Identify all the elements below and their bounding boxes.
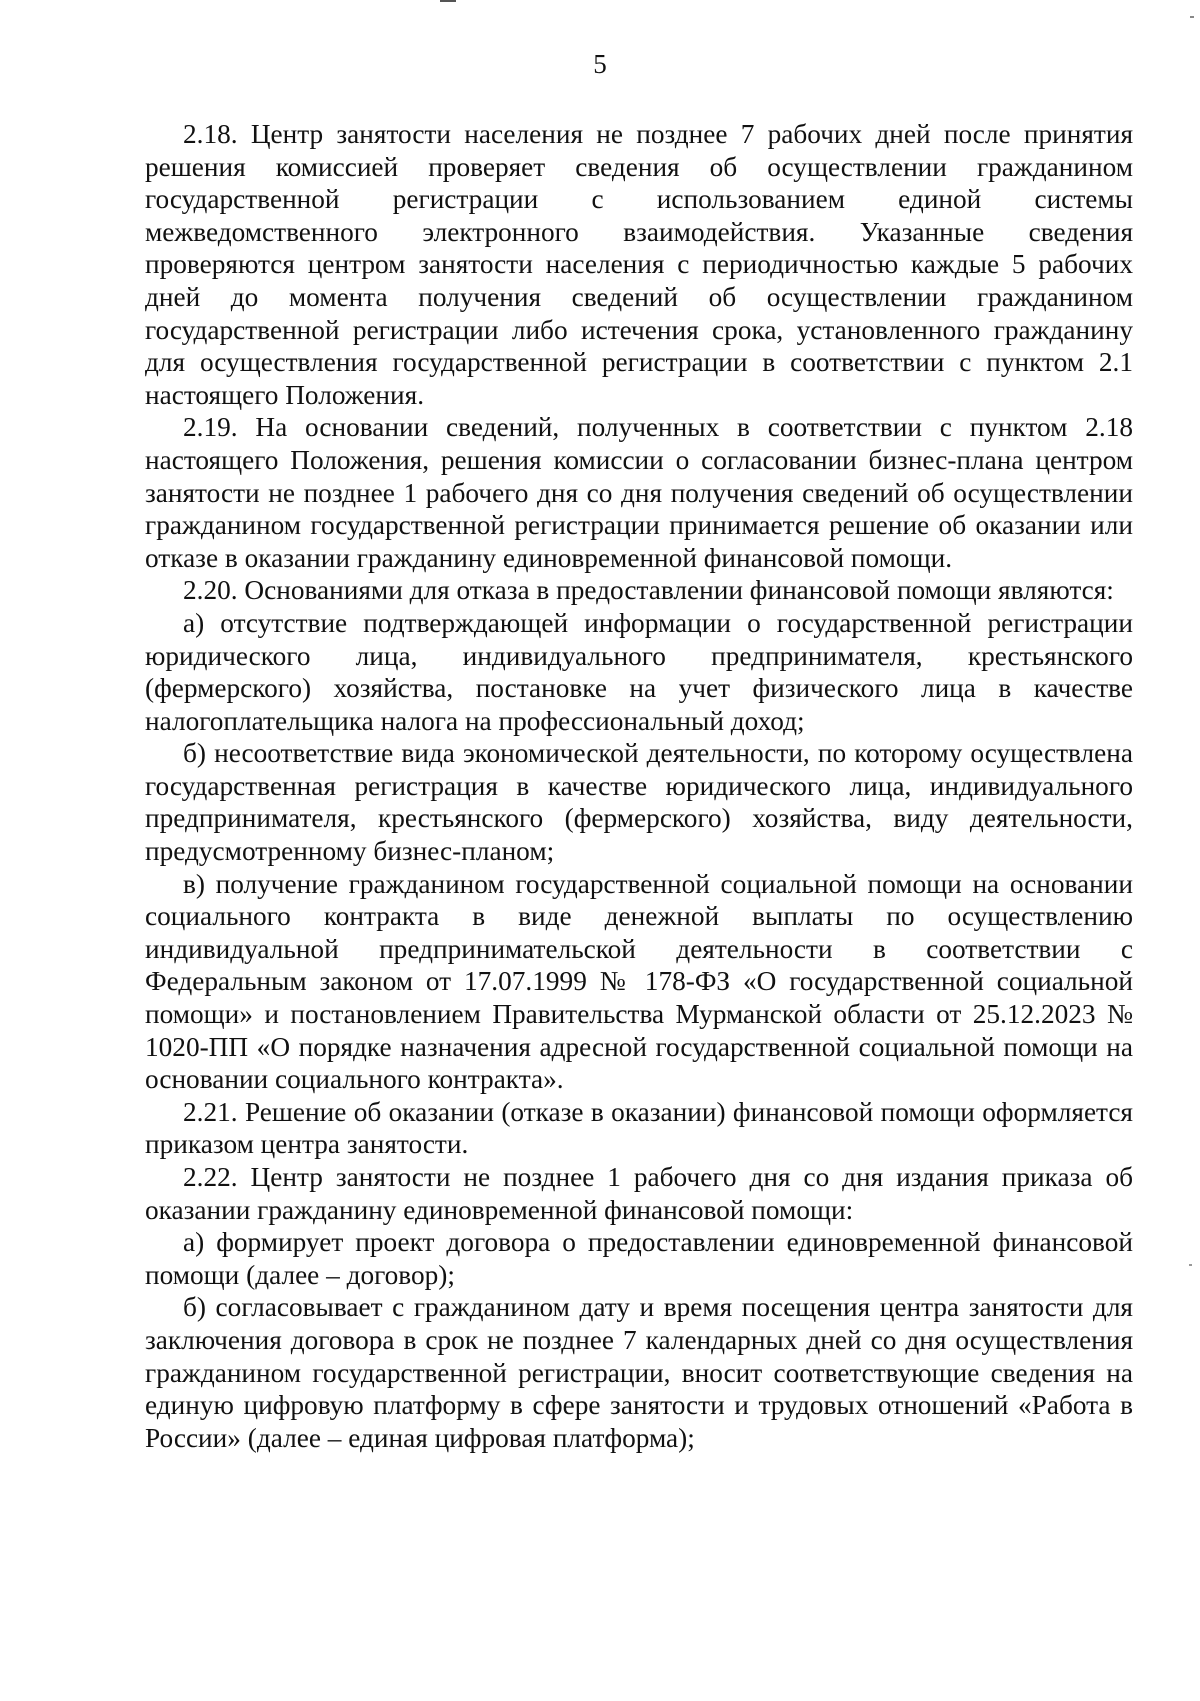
- paragraph-2-18: 2.18. Центр занятости населения не позднее 7 рабочих дней после принятия решения комиссией проверяет сведения об осуществлении гражданином государственной регистрации с использованием единой системы межведомственного электронного взаимодействия. Указанные сведения проверяются центром занятости населения с периодичностью каждые 5 рабочих дней до момента получения сведений об осуществлении гражданином государственной регистрации либо истечения срока, установленного гражданину для осуществления государственной регистрации в соответствии с пунктом 2.1 настоящего Положения.: [145, 119, 1133, 410]
- paragraph-2-21: 2.21. Решение об оказании (отказе в оказании) финансовой помощи оформляется приказом центра занятости.: [145, 1096, 1133, 1160]
- document-body: [145, 118, 1133, 1454]
- paragraph-2-22-a: а) формирует проект договора о предоставлении единовременной финансовой помощи (далее – договор);: [145, 1227, 1133, 1290]
- scan-artifact: [1190, 16, 1194, 18]
- paragraph-2-22-b: б) согласовывает с гражданином дату и время посещения центра занятости для заключения договора в срок не позднее 7 календарных дней со дня осуществления гражданином государственной регистрации, вносит соответствующие сведения на единую цифровую платформу в сфере занятости и трудовых отношений «Работа в России» (далее – единая цифровая платформа);: [145, 1292, 1133, 1453]
- paragraph-2-19: 2.19. На основании сведений, полученных в соответствии с пунктом 2.18 настоящего Положения, решения комиссии о согласовании бизнес-плана центром занятости не позднее 1 рабочего дня со дня получения сведений об осуществлении гражданином государственной регистрации принимается решение об оказании или отказе в оказании гражданину единовременной финансовой помощи.: [145, 412, 1133, 573]
- paragraph-2-22: 2.22. Центр занятости не позднее 1 рабочего дня со дня издания приказа об оказании гражданину единовременной финансовой помощи:: [145, 1162, 1133, 1225]
- page-number: 5: [593, 49, 607, 79]
- paragraph-2-20: 2.20. Основаниями для отказа в предоставлении финансовой помощи являются:: [183, 575, 1114, 606]
- paragraph-2-20-v: в) получение гражданином государственной социальной помощи на основании социального контракта в виде денежной выплаты по осуществлению индивидуальной предпринимательской деятельности в соответствии с Федеральным законом от 17.07.1999 № 178-ФЗ «О государственной социальной помощи» и постановлением Правительства Мурманской области от 25.12.2023 № 1020-ПП «О порядке назначения адресной государственной социальной помощи на основании социального контракта».: [145, 868, 1133, 1095]
- paragraph-2-20-a: а) отсутствие подтверждающей информации о государственной регистрации юридического лица, индивидуального предпринимателя, крестьянского (фермерского) хозяйства, постановке на учет физического лица в качестве налогоплательщика налога на профессиональный доход;: [145, 607, 1133, 736]
- paragraph-2-20-b: б) несоответствие вида экономической деятельности, по которому осуществлена государственная регистрация в качестве юридического лица, индивидуального предпринимателя, крестьянского (фермерского) хозяйства, виду деятельности, предусмотренному бизнес-планом;: [145, 738, 1133, 867]
- scan-artifact: [1189, 1264, 1192, 1266]
- scan-artifact: [440, 0, 456, 2]
